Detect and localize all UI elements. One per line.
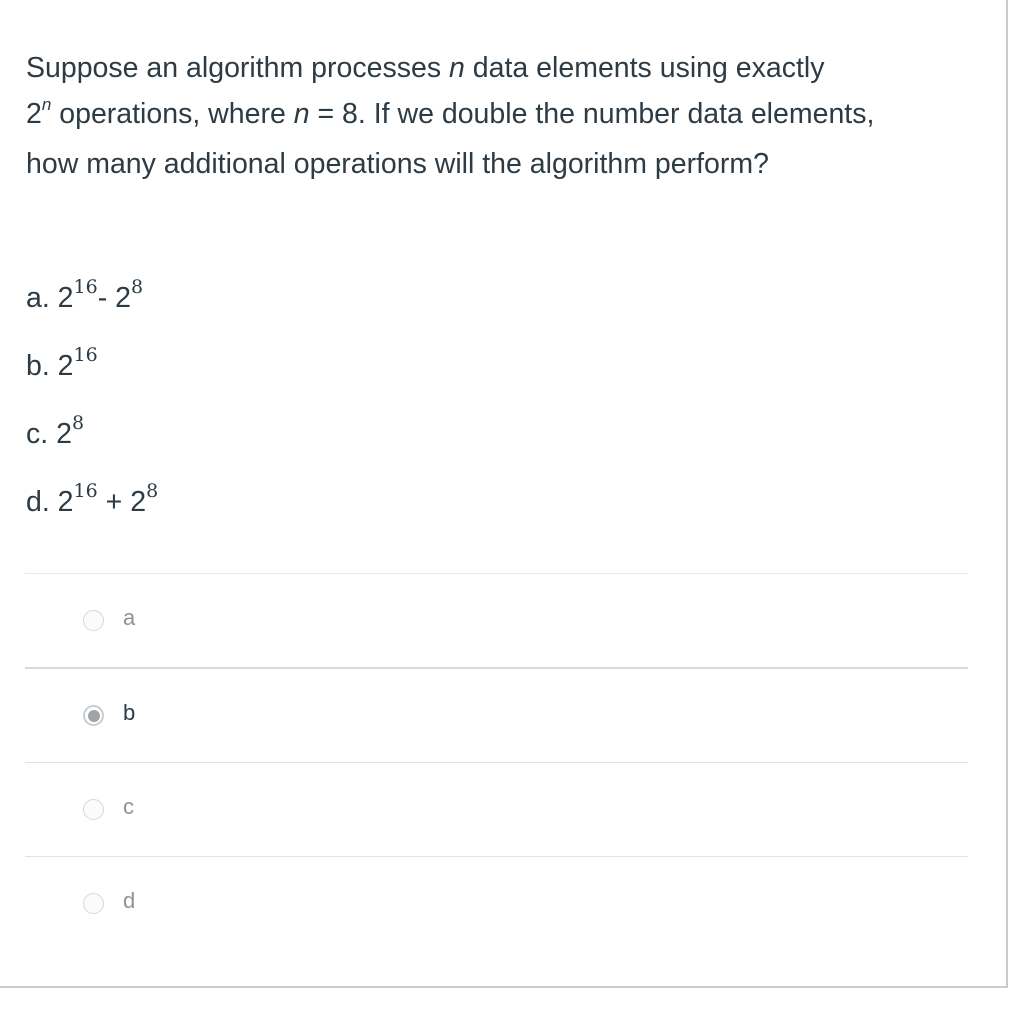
choice-exponent: 16 — [73, 276, 98, 298]
choice-text: b. 2 — [26, 350, 74, 382]
question-line-3: how many additional operations will the algorithm perform? — [26, 148, 769, 180]
variable-n: n — [449, 52, 465, 84]
answer-label-d[interactable]: d — [123, 888, 136, 913]
radio-button-a[interactable] — [83, 610, 104, 631]
choice-c — [26, 406, 158, 474]
question-text-segment: operations, where — [51, 98, 294, 130]
exponent-n: n — [41, 95, 52, 114]
answer-option-a[interactable] — [25, 573, 968, 667]
choice-b — [26, 338, 158, 406]
radio-button-c[interactable] — [83, 799, 104, 820]
choice-text: - 2 — [97, 282, 131, 314]
radio-button-b[interactable] — [83, 705, 104, 726]
question-text-segment: = 8. If we double the number data elements, — [309, 98, 875, 130]
choice-text: a. 2 — [26, 282, 74, 314]
question-text-segment: 2 — [26, 98, 42, 130]
radio-button-d[interactable] — [83, 893, 104, 914]
answer-label-c[interactable]: c — [123, 794, 134, 819]
choice-exponent: 8 — [71, 412, 85, 434]
question-text — [26, 45, 956, 187]
answer-label-a[interactable]: a — [123, 605, 136, 630]
choice-a — [26, 270, 158, 338]
answer-option-b[interactable] — [25, 667, 968, 762]
question-text-segment: Suppose an algorithm processes — [26, 52, 449, 84]
choice-text: c. 2 — [26, 418, 72, 450]
choice-text: d. 2 — [26, 486, 74, 518]
choice-exponent: 16 — [73, 480, 98, 502]
question-line-2 — [26, 91, 956, 141]
answer-option-c[interactable] — [25, 762, 968, 856]
choice-list — [26, 270, 158, 542]
question-text-segment: data elements using exactly — [464, 52, 825, 84]
choice-d — [26, 474, 158, 542]
question-line-1 — [26, 45, 956, 91]
answer-label-b[interactable]: b — [123, 700, 136, 725]
answer-options — [25, 573, 968, 950]
choice-exponent: 16 — [73, 344, 98, 366]
choice-exponent: 8 — [131, 276, 144, 298]
variable-n: n — [293, 98, 310, 130]
choice-text: + 2 — [97, 486, 147, 518]
choice-exponent: 8 — [146, 480, 159, 502]
answer-option-d[interactable] — [25, 856, 968, 950]
